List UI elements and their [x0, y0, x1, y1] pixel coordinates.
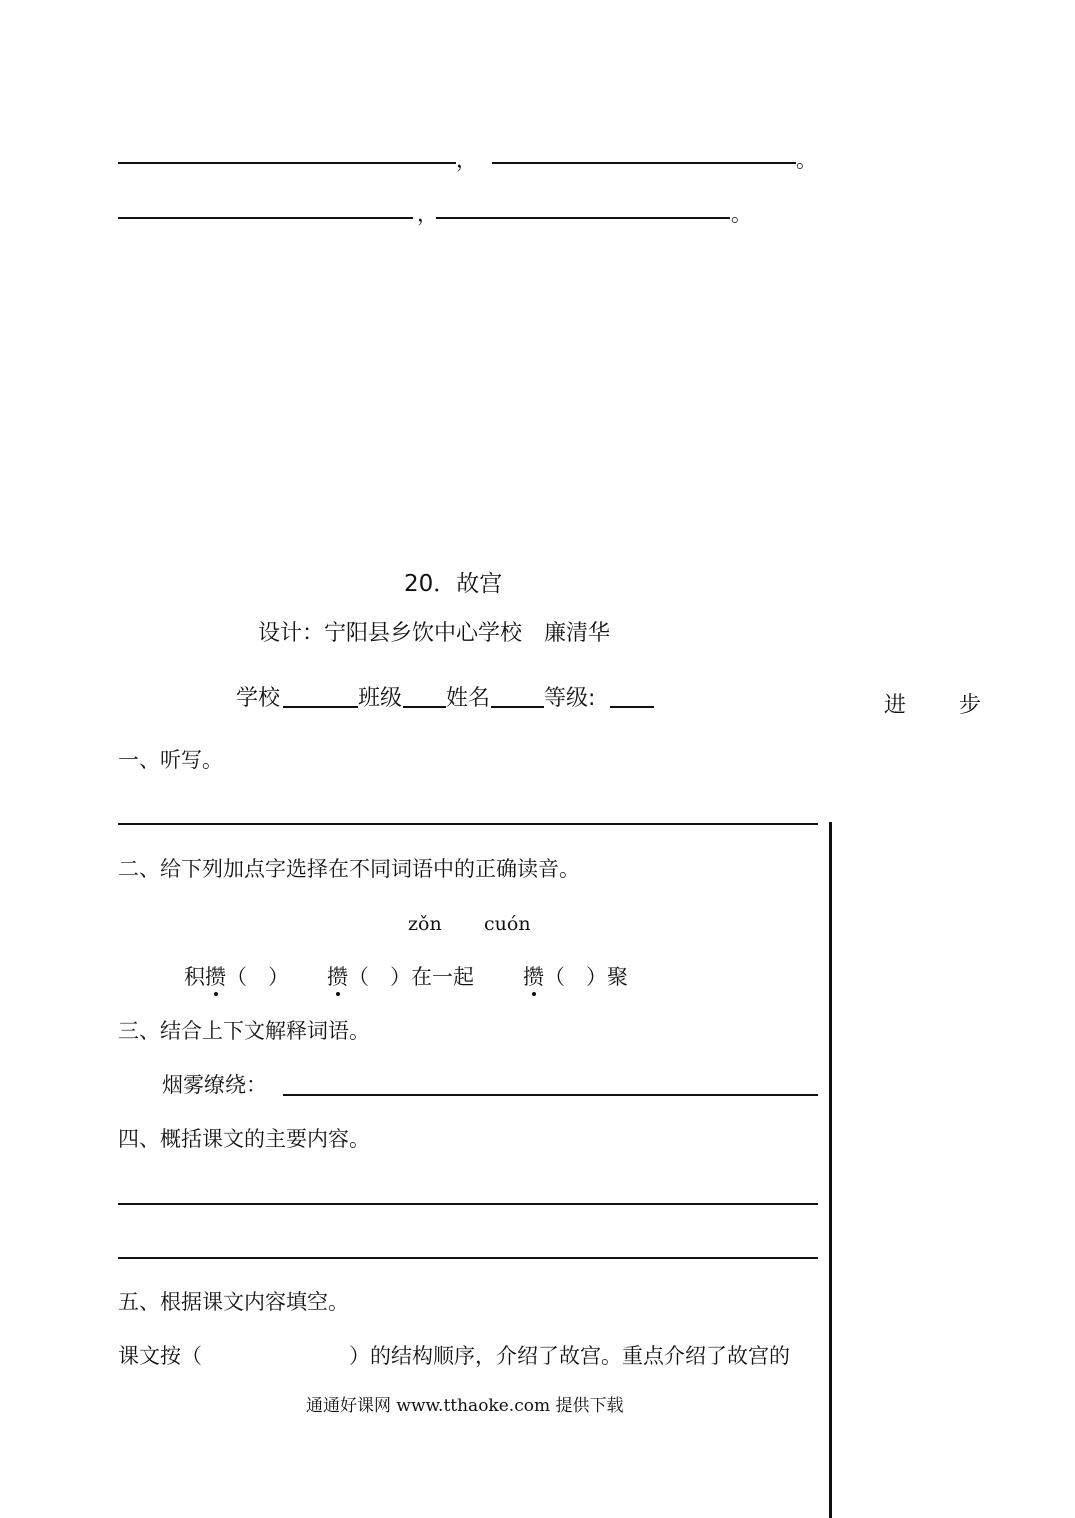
- pinyin-cuon: cuón: [484, 913, 531, 935]
- grade-field[interactable]: [610, 706, 654, 708]
- blank-line-1a[interactable]: [118, 162, 456, 164]
- period-1: 。: [796, 148, 817, 172]
- blank-line-2b[interactable]: [436, 217, 730, 219]
- item1-prefix: 积: [184, 965, 205, 989]
- reading-item-2: [327, 965, 474, 989]
- class-label: 班级: [358, 686, 403, 711]
- school-field[interactable]: [283, 706, 358, 708]
- dotted-char-3: 攒: [523, 965, 544, 989]
- class-field[interactable]: [403, 706, 446, 708]
- reading-item-1: [184, 965, 289, 989]
- item2-answer[interactable]: （ ）在一起: [348, 965, 474, 989]
- term-label: 烟雾缭绕：: [162, 1073, 267, 1097]
- period-2: 。: [731, 202, 752, 226]
- section-5-heading: 五、根据课文内容填空。: [118, 1290, 349, 1314]
- comma-2: ，: [417, 202, 438, 226]
- section-4-heading: 四、概括课文的主要内容。: [118, 1127, 370, 1151]
- item3-answer[interactable]: （ ）聚: [544, 965, 628, 989]
- dotted-char-1: 攒: [205, 965, 226, 989]
- dictation-line[interactable]: [118, 823, 818, 825]
- footer-text: 通通好课网 www.tthaoke.com 提供下载: [306, 1396, 624, 1416]
- section-2-heading: 二、给下列加点字选择在不同词语中的正确读音。: [118, 857, 580, 881]
- item1-answer[interactable]: （ ）: [226, 965, 289, 989]
- reading-item-3: [523, 965, 628, 989]
- fill-sentence[interactable]: 课文按（ ）的结构顺序，介绍了故宫。重点介绍了故宫的: [118, 1344, 790, 1368]
- side-word-jin: 进: [884, 693, 907, 718]
- name-field[interactable]: [491, 706, 544, 708]
- designer-credit: 设计：宁阳县乡饮中心学校 廉清华: [258, 621, 611, 646]
- summary-line-2[interactable]: [118, 1257, 818, 1259]
- section-3-heading: 三、结合上下文解释词语。: [118, 1019, 370, 1043]
- grade-label: 等级:: [544, 686, 596, 711]
- school-label: 学校: [236, 686, 281, 711]
- page-title: 20．故宫: [404, 571, 503, 597]
- blank-line-1b[interactable]: [492, 162, 796, 164]
- side-word-bu: 步: [959, 693, 982, 718]
- term-definition-line[interactable]: [283, 1094, 818, 1096]
- blank-line-2a[interactable]: [118, 217, 413, 219]
- pinyin-zon: zǒn: [408, 913, 442, 935]
- dotted-char-2: 攒: [327, 965, 348, 989]
- margin-rule: [829, 822, 832, 1518]
- name-label: 姓名: [446, 686, 491, 711]
- section-1-heading: 一、听写。: [118, 748, 223, 772]
- comma-1: ，: [456, 148, 477, 172]
- summary-line-1[interactable]: [118, 1203, 818, 1205]
